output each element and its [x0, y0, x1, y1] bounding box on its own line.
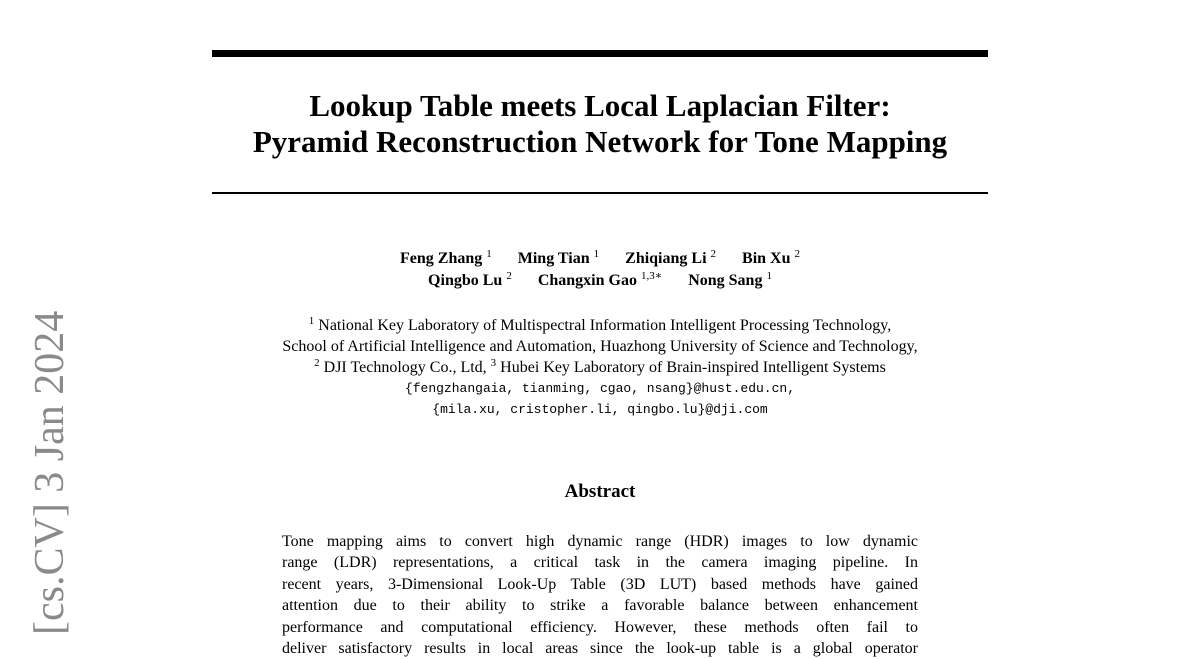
abstract-line: range (LDR) representations, a critical task in the camera imaging pipeline. In	[282, 554, 918, 572]
author-name: Nong Sang	[688, 272, 763, 289]
author-name: Qingbo Lu	[428, 272, 503, 289]
title-line-2: Pyramid Reconstruction Network for Tone Mapping	[252, 124, 948, 159]
author-affiliation-mark: 2	[506, 270, 512, 282]
title-top-rule	[212, 50, 988, 57]
author-row-1	[250, 248, 950, 270]
author-name: Ming Tian	[517, 250, 590, 267]
author-affiliation-mark: 2	[710, 248, 717, 260]
affiliation-mark: 2	[314, 357, 320, 369]
email-line-1: {fengzhangaia, tianming, cgao, nsang}@hust.edu.cn,	[404, 381, 796, 396]
author	[538, 272, 662, 289]
abstract-body	[282, 531, 918, 659]
affiliation-line-2: School of Artificial Intelligence and Automation, Huazhong University of Science and Technology,	[282, 338, 918, 355]
email-line-2: {mila.xu, cristopher.li, qingbo.lu}@dji.com	[432, 402, 768, 417]
abstract-line: attention due to their ability to strike a favorable balance between enhancement	[282, 597, 918, 615]
author	[688, 272, 772, 289]
author-name: Bin Xu	[742, 250, 791, 267]
author-name: Feng Zhang	[400, 250, 483, 267]
title-bottom-rule	[212, 192, 988, 194]
author-affiliation-mark: 1	[486, 248, 492, 260]
author-list	[250, 248, 950, 292]
author-affiliation-mark: 2	[794, 248, 800, 260]
abstract-heading: Abstract	[564, 481, 636, 502]
paper-title	[150, 88, 1050, 160]
affiliations	[150, 315, 1050, 420]
affiliation-line-3	[150, 357, 1050, 378]
author	[742, 250, 800, 267]
author	[625, 250, 716, 267]
author-affiliation-mark: 1,3∗	[640, 270, 663, 282]
affiliation-text: Hubei Key Laboratory of Brain-inspired Intelligent Systems	[500, 359, 886, 376]
author-row-2	[250, 270, 950, 292]
affiliation-text: DJI Technology Co., Ltd,	[323, 359, 487, 376]
author	[400, 250, 492, 267]
author-name: Changxin Gao	[537, 272, 637, 289]
author	[428, 272, 512, 289]
abstract-line: recent years, 3-Dimensional Look-Up Table (3D LUT) based methods have gained	[282, 575, 918, 593]
abstract-line: deliver satisfactory results in local areas since the look-up table is a global operator	[282, 640, 918, 658]
author-affiliation-mark: 1	[766, 270, 772, 282]
title-line-1: Lookup Table meets Local Laplacian Filter:	[309, 88, 891, 123]
affiliation-mark: 1	[308, 315, 315, 327]
affiliation-mark: 3	[490, 357, 497, 369]
author-affiliation-mark: 1	[593, 248, 600, 260]
abstract-line: performance and computational efficiency. However, these methods often fail to	[282, 618, 918, 636]
affiliation-text: National Key Laboratory of Multispectral Information Intelligent Processing Technology,	[318, 317, 892, 334]
author-name: Zhiqiang Li	[625, 250, 707, 267]
arxiv-sidebar-stamp: [cs.CV] 3 Jan 2024	[27, 310, 73, 635]
abstract-line: Tone mapping aims to convert high dynamic range (HDR) images to low dynamic	[282, 533, 918, 550]
affiliation-line-1	[150, 315, 1050, 336]
author	[518, 250, 599, 267]
